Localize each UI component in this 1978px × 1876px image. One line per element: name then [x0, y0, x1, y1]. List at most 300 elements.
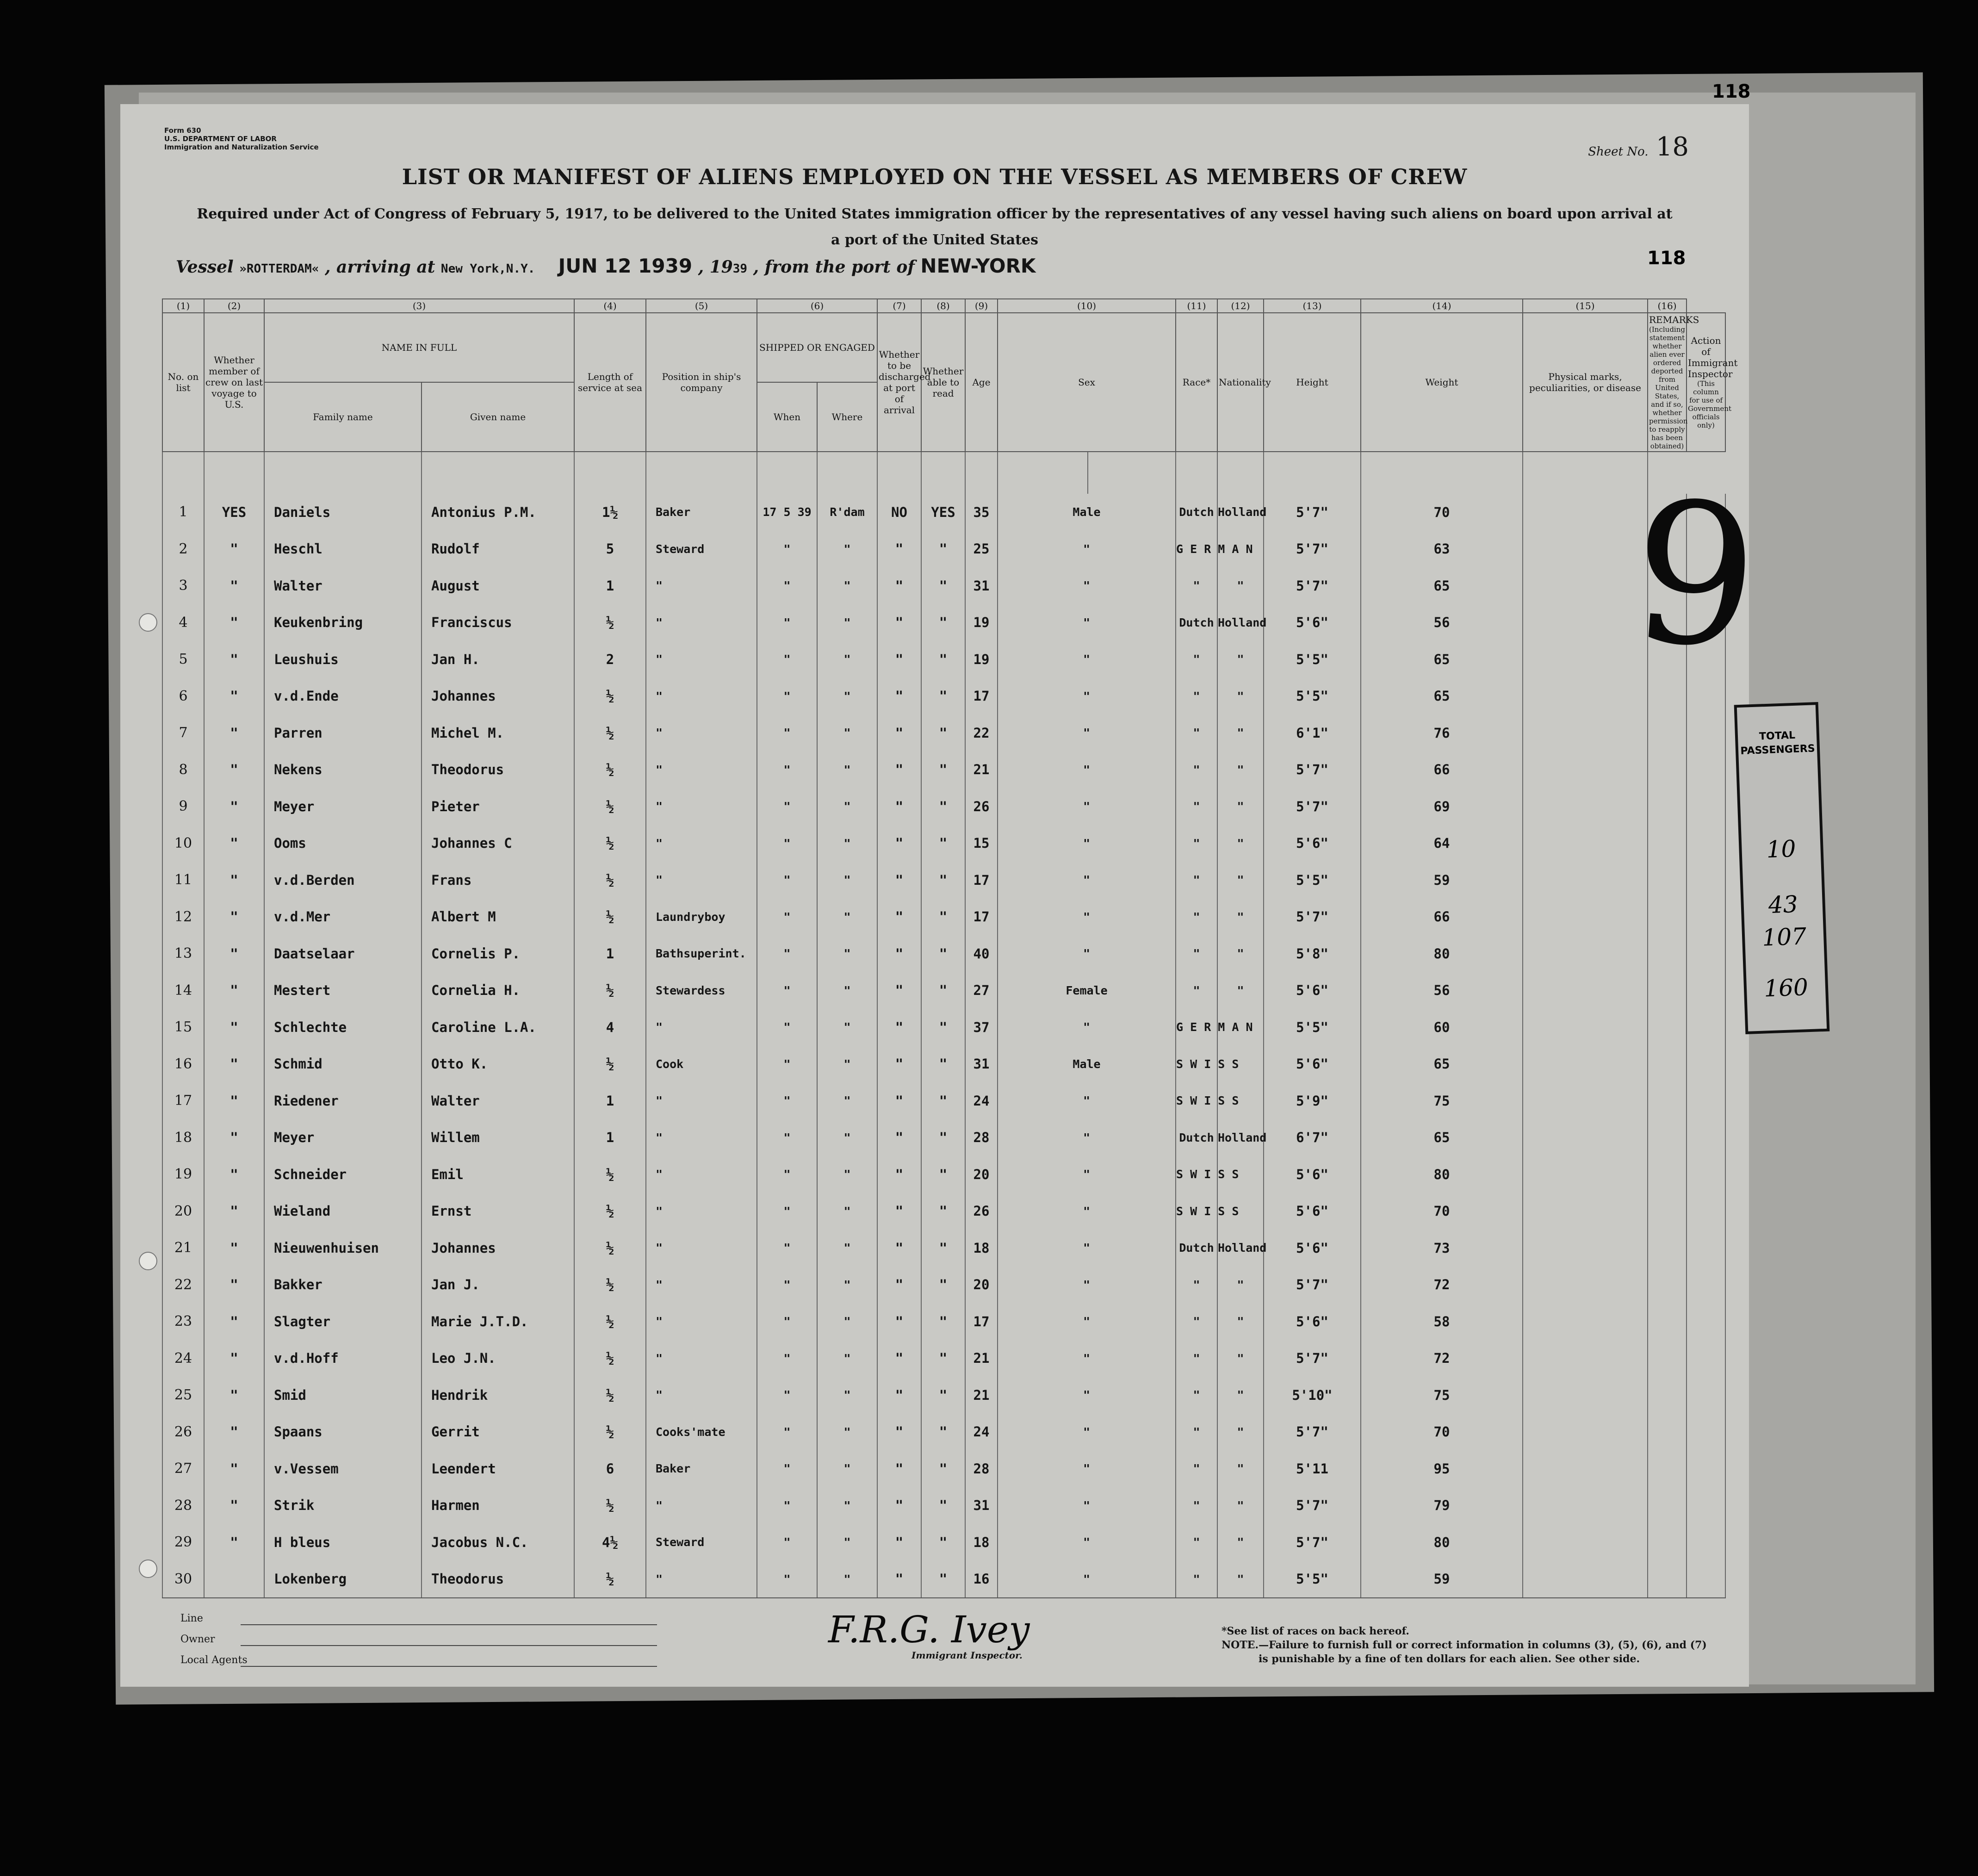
height-cell: 5'6" — [1264, 972, 1361, 1009]
member-cell: " — [204, 641, 264, 678]
height-cell: 5'5" — [1264, 678, 1361, 715]
member-cell: " — [204, 604, 264, 641]
race-cell: " — [1176, 788, 1217, 825]
given-name-cell: August — [422, 567, 574, 604]
row-number: 25 — [162, 1377, 204, 1414]
weight-cell: 80 — [1361, 935, 1523, 972]
length-cell: ½ — [574, 1046, 646, 1083]
member-cell: " — [204, 567, 264, 604]
physical-cell — [1523, 1009, 1648, 1046]
sex-cell: " — [998, 1561, 1176, 1598]
physical-cell — [1523, 714, 1648, 752]
nationality-cell: Holland — [1217, 604, 1264, 641]
length-cell: ½ — [574, 1267, 646, 1304]
discharged-cell: " — [877, 1377, 921, 1414]
when-cell: 17 5 39 — [757, 494, 817, 531]
remarks-cell — [1648, 899, 1687, 936]
when-cell: " — [757, 604, 817, 641]
col-num: (11) — [1176, 299, 1217, 313]
nationality-cell: " — [1217, 714, 1264, 752]
age-cell: 16 — [965, 1561, 998, 1598]
physical-cell — [1523, 1046, 1648, 1083]
remarks-cell — [1648, 1561, 1687, 1598]
from-port: NEW-YORK — [920, 255, 1036, 277]
weight-cell: 64 — [1361, 825, 1523, 862]
read-cell: " — [921, 1303, 965, 1340]
action-cell — [1687, 1009, 1725, 1046]
member-cell: " — [204, 1193, 264, 1230]
tally-value: 10 — [1766, 835, 1797, 863]
row-number: 6 — [162, 678, 204, 715]
race-cell: " — [1176, 862, 1217, 899]
age-cell: 26 — [965, 788, 998, 825]
discharged-cell: " — [877, 714, 921, 752]
row-number: 27 — [162, 1450, 204, 1487]
age-cell: 17 — [965, 899, 998, 936]
discharged-cell: " — [877, 935, 921, 972]
race-cell: " — [1176, 1524, 1217, 1561]
age-cell: 22 — [965, 714, 998, 752]
length-cell: ½ — [574, 1303, 646, 1340]
header-remarks-title: REMARKS — [1649, 314, 1699, 325]
sex-cell: " — [998, 1193, 1176, 1230]
action-cell — [1687, 1267, 1725, 1304]
form-number: Form 630 — [164, 126, 201, 135]
length-cell: ½ — [574, 714, 646, 752]
when-cell: " — [757, 567, 817, 604]
given-name-cell: Walter — [422, 1082, 574, 1119]
remarks-cell — [1648, 862, 1687, 899]
family-name-cell: Parren — [264, 714, 422, 752]
weight-cell: 73 — [1361, 1230, 1523, 1267]
nationality-cell: " — [1217, 1487, 1264, 1524]
family-name-cell: Smid — [264, 1377, 422, 1414]
physical-cell — [1523, 494, 1648, 531]
form-info — [164, 126, 319, 151]
action-cell — [1687, 1082, 1725, 1119]
discharged-cell: " — [877, 788, 921, 825]
table-row — [162, 1524, 1725, 1561]
sex-cell: Male — [998, 494, 1176, 531]
age-cell: 19 — [965, 641, 998, 678]
read-cell: " — [921, 604, 965, 641]
age-cell: 20 — [965, 1156, 998, 1193]
action-cell — [1687, 1561, 1725, 1598]
when-cell: " — [757, 1487, 817, 1524]
where-cell: " — [817, 1009, 877, 1046]
note-races: *See list of races on back hereof. — [1222, 1625, 1409, 1637]
height-cell: 5'7" — [1264, 1524, 1361, 1561]
manifest-sheet — [120, 104, 1749, 1687]
sex-cell: " — [998, 1119, 1176, 1156]
where-cell: " — [817, 1082, 877, 1119]
discharged-cell: " — [877, 1303, 921, 1340]
table-row — [162, 1082, 1725, 1119]
read-cell: " — [921, 1450, 965, 1487]
member-cell: " — [204, 678, 264, 715]
col-num: (2) — [204, 299, 264, 313]
when-cell: " — [757, 1156, 817, 1193]
position-cell: " — [646, 678, 757, 715]
read-cell: " — [921, 1009, 965, 1046]
header-weight: Weight — [1361, 313, 1523, 452]
when-cell: " — [757, 1340, 817, 1377]
weight-cell: 70 — [1361, 1414, 1523, 1451]
header-able-read: Whether able to read — [921, 313, 965, 452]
when-cell: " — [757, 1082, 817, 1119]
family-name-cell: Ooms — [264, 825, 422, 862]
length-cell: ½ — [574, 1561, 646, 1598]
remarks-cell — [1648, 1046, 1687, 1083]
position-cell: " — [646, 604, 757, 641]
discharged-cell: " — [877, 1340, 921, 1377]
race-cell: Dutch — [1176, 494, 1217, 531]
family-name-cell: Keukenbring — [264, 604, 422, 641]
header-action-sub: (This column for use of Government officials only) — [1688, 379, 1731, 429]
punch-hole — [139, 1559, 157, 1578]
read-cell: " — [921, 1046, 965, 1083]
action-cell — [1687, 714, 1725, 752]
tally-value: 160 — [1763, 974, 1809, 1002]
read-cell: " — [921, 1230, 965, 1267]
read-cell: " — [921, 752, 965, 789]
sex-cell: " — [998, 935, 1176, 972]
race-cell: " — [1176, 641, 1217, 678]
age-cell: 21 — [965, 1340, 998, 1377]
header-row-1 — [162, 313, 1725, 382]
vessel-label: Vessel — [176, 257, 234, 277]
member-cell: " — [204, 1377, 264, 1414]
race-cell: Dutch — [1176, 604, 1217, 641]
sex-cell: " — [998, 531, 1176, 568]
height-cell: 5'6" — [1264, 825, 1361, 862]
where-cell: " — [817, 1340, 877, 1377]
position-cell: " — [646, 1230, 757, 1267]
page-number-lower: 118 — [1647, 248, 1686, 269]
row-number: 26 — [162, 1414, 204, 1451]
position-cell: Steward — [646, 531, 757, 568]
where-cell: " — [817, 1561, 877, 1598]
discharged-cell: " — [877, 752, 921, 789]
footer-line-rule — [241, 1624, 657, 1625]
family-name-cell: Mestert — [264, 972, 422, 1009]
weight-cell: 70 — [1361, 494, 1523, 531]
family-name-cell: Schneider — [264, 1156, 422, 1193]
race-cell: " — [1176, 1450, 1217, 1487]
remarks-cell — [1648, 1450, 1687, 1487]
given-name-cell: Jan H. — [422, 641, 574, 678]
physical-cell — [1523, 531, 1648, 568]
height-cell: 5'6" — [1264, 1303, 1361, 1340]
member-cell: " — [204, 935, 264, 972]
given-name-cell: Michel M. — [422, 714, 574, 752]
row-number: 2 — [162, 531, 204, 568]
height-cell: 5'6" — [1264, 1156, 1361, 1193]
length-cell: 1 — [574, 935, 646, 972]
height-cell: 5'10" — [1264, 1377, 1361, 1414]
action-cell — [1687, 1450, 1725, 1487]
physical-cell — [1523, 1230, 1648, 1267]
position-cell: Stewardess — [646, 972, 757, 1009]
header-when: When — [757, 382, 817, 452]
given-name-cell: Albert M — [422, 899, 574, 936]
read-cell: " — [921, 1487, 965, 1524]
action-cell — [1687, 788, 1725, 825]
physical-cell — [1523, 1561, 1648, 1598]
sex-cell: " — [998, 641, 1176, 678]
read-cell: " — [921, 1193, 965, 1230]
header-action-title: Action of Immigrant Inspector — [1688, 335, 1738, 379]
height-cell: 5'5" — [1264, 1561, 1361, 1598]
footer-note — [1222, 1624, 1707, 1666]
family-name-cell: Spaans — [264, 1414, 422, 1451]
age-cell: 18 — [965, 1524, 998, 1561]
length-cell: 6 — [574, 1450, 646, 1487]
length-cell: ½ — [574, 862, 646, 899]
given-name-cell: Theodorus — [422, 752, 574, 789]
discharged-cell: " — [877, 1230, 921, 1267]
table-row — [162, 1377, 1725, 1414]
header-physical: Physical marks, peculiarities, or disease — [1523, 313, 1648, 452]
length-cell: ½ — [574, 788, 646, 825]
header-family-name: Family name — [264, 382, 422, 452]
passenger-tally-box — [1734, 702, 1830, 1034]
position-cell: " — [646, 1009, 757, 1046]
read-cell: " — [921, 1561, 965, 1598]
row-number: 12 — [162, 899, 204, 936]
when-cell: " — [757, 1524, 817, 1561]
page-title: LIST OR MANIFEST OF ALIENS EMPLOYED ON THE VESSEL AS MEMBERS OF CREW — [402, 164, 1468, 189]
family-name-cell: v.Vessem — [264, 1450, 422, 1487]
nationality-cell: " — [1217, 1450, 1264, 1487]
col-num: (15) — [1523, 299, 1648, 313]
footer-agents-label: Local Agents — [180, 1654, 248, 1666]
given-name-cell: Johannes — [422, 1230, 574, 1267]
discharged-cell: " — [877, 1267, 921, 1304]
weight-cell: 80 — [1361, 1156, 1523, 1193]
col-num: (14) — [1361, 299, 1523, 313]
discharged-cell: " — [877, 972, 921, 1009]
where-cell: " — [817, 531, 877, 568]
length-cell: ½ — [574, 1487, 646, 1524]
discharged-cell: " — [877, 678, 921, 715]
sex-cell: " — [998, 825, 1176, 862]
table-row — [162, 752, 1725, 789]
read-cell: " — [921, 1377, 965, 1414]
when-cell: " — [757, 899, 817, 936]
sex-cell: " — [998, 862, 1176, 899]
table-row — [162, 1340, 1725, 1377]
race-cell: " — [1176, 1377, 1217, 1414]
family-name-cell: Schmid — [264, 1046, 422, 1083]
sex-cell: " — [998, 899, 1176, 936]
table-row — [162, 1561, 1725, 1598]
read-cell: " — [921, 678, 965, 715]
crew-table — [162, 298, 1738, 1598]
year-value: 39 — [732, 262, 748, 276]
header-age: Age — [965, 313, 998, 452]
weight-cell: 59 — [1361, 862, 1523, 899]
nationality-cell: " — [1217, 567, 1264, 604]
member-cell: " — [204, 1119, 264, 1156]
read-cell: " — [921, 1267, 965, 1304]
discharged-cell: " — [877, 1561, 921, 1598]
row-number: 21 — [162, 1230, 204, 1267]
when-cell: " — [757, 862, 817, 899]
discharged-cell: " — [877, 1156, 921, 1193]
age-cell: 20 — [965, 1267, 998, 1304]
length-cell: 1 — [574, 1082, 646, 1119]
length-cell: ½ — [574, 899, 646, 936]
length-cell: ½ — [574, 1377, 646, 1414]
family-name-cell: Daniels — [264, 494, 422, 531]
race-cell: " — [1176, 752, 1217, 789]
nationality-cell: " — [1217, 1524, 1264, 1561]
table-row — [162, 1193, 1725, 1230]
remarks-cell — [1648, 1082, 1687, 1119]
action-cell — [1687, 1414, 1725, 1451]
row-number: 22 — [162, 1267, 204, 1304]
nationality-cell: " — [1217, 899, 1264, 936]
table-row — [162, 678, 1725, 715]
action-cell — [1687, 935, 1725, 972]
given-name-cell: Johannes C — [422, 825, 574, 862]
length-cell: 5 — [574, 531, 646, 568]
member-cell: " — [204, 1450, 264, 1487]
height-cell: 5'7" — [1264, 494, 1361, 531]
col-num: (3) — [264, 299, 574, 313]
header-where: Where — [817, 382, 877, 452]
remarks-cell — [1648, 788, 1687, 825]
physical-cell — [1523, 899, 1648, 936]
sex-cell: Female — [998, 972, 1176, 1009]
when-cell: " — [757, 1450, 817, 1487]
header-height: Height — [1264, 313, 1361, 452]
length-cell: ½ — [574, 972, 646, 1009]
table-row — [162, 641, 1725, 678]
length-cell: 1 — [574, 567, 646, 604]
position-cell: " — [646, 825, 757, 862]
position-cell: Bathsuperint. — [646, 935, 757, 972]
height-cell: 5'7" — [1264, 1414, 1361, 1451]
col-num: (10) — [998, 299, 1176, 313]
footer-owner-label: Owner — [180, 1634, 215, 1645]
member-cell: " — [204, 788, 264, 825]
family-name-cell: v.d.Berden — [264, 862, 422, 899]
age-cell: 17 — [965, 678, 998, 715]
discharged-cell: " — [877, 1119, 921, 1156]
race-cell: " — [1176, 1340, 1217, 1377]
height-cell: 5'7" — [1264, 899, 1361, 936]
given-name-cell: Marie J.T.D. — [422, 1303, 574, 1340]
position-cell: " — [646, 788, 757, 825]
position-cell: " — [646, 1119, 757, 1156]
header-race: Race* — [1176, 313, 1217, 452]
tally-header-line: TOTAL — [1759, 729, 1796, 743]
note-line-2: is punishable by a fine of ten dollars for each alien. See other side. — [1259, 1653, 1640, 1665]
age-cell: 37 — [965, 1009, 998, 1046]
position-cell: Steward — [646, 1524, 757, 1561]
sex-cell: " — [998, 1377, 1176, 1414]
action-cell — [1687, 1119, 1725, 1156]
family-name-cell: Heschl — [264, 531, 422, 568]
age-cell: 35 — [965, 494, 998, 531]
discharged-cell: NO — [877, 494, 921, 531]
weight-cell: 65 — [1361, 678, 1523, 715]
nationality-cell: " — [1217, 935, 1264, 972]
row-number: 7 — [162, 714, 204, 752]
sheet-label: Sheet No. — [1588, 145, 1649, 159]
row-number: 11 — [162, 862, 204, 899]
height-cell: 5'5" — [1264, 862, 1361, 899]
position-cell: " — [646, 1082, 757, 1119]
member-cell: " — [204, 1046, 264, 1083]
race-cell: " — [1176, 567, 1217, 604]
table-row — [162, 1230, 1725, 1267]
header-given-name: Given name — [422, 382, 574, 452]
table-row — [162, 899, 1725, 936]
member-cell: " — [204, 1082, 264, 1119]
read-cell: " — [921, 567, 965, 604]
where-cell: " — [817, 714, 877, 752]
height-cell: 5'7" — [1264, 531, 1361, 568]
length-cell: ½ — [574, 1156, 646, 1193]
where-cell: " — [817, 1414, 877, 1451]
remarks-cell — [1648, 935, 1687, 972]
row-number: 3 — [162, 567, 204, 604]
sex-cell: " — [998, 1303, 1176, 1340]
sex-cell: " — [998, 604, 1176, 641]
height-cell: 5'7" — [1264, 1487, 1361, 1524]
race-cell: " — [1176, 972, 1217, 1009]
when-cell: " — [757, 641, 817, 678]
nationality-cell: " — [1217, 752, 1264, 789]
table-row — [162, 1156, 1725, 1193]
table-row — [162, 862, 1725, 899]
given-name-cell: Hendrik — [422, 1377, 574, 1414]
inspector-label: Immigrant Inspector. — [911, 1650, 1023, 1661]
given-name-cell: Otto K. — [422, 1046, 574, 1083]
weight-cell: 60 — [1361, 1009, 1523, 1046]
length-cell: ½ — [574, 1230, 646, 1267]
height-cell: 6'1" — [1264, 714, 1361, 752]
row-number: 10 — [162, 825, 204, 862]
remarks-cell — [1648, 1340, 1687, 1377]
nationality-cell: " — [1217, 1303, 1264, 1340]
position-cell: Baker — [646, 1450, 757, 1487]
header-remarks-sub: (Including statement whether alien ever ordered deported from United States, and if so, whether permission to reapply has been obtained) — [1649, 325, 1688, 450]
position-cell: " — [646, 1303, 757, 1340]
length-cell: ½ — [574, 604, 646, 641]
member-cell: " — [204, 825, 264, 862]
given-name-cell: Willem — [422, 1119, 574, 1156]
physical-cell — [1523, 1414, 1648, 1451]
height-cell: 6'7" — [1264, 1119, 1361, 1156]
where-cell: " — [817, 899, 877, 936]
height-cell: 5'6" — [1264, 604, 1361, 641]
where-cell: " — [817, 1119, 877, 1156]
row-number: 4 — [162, 604, 204, 641]
header-nationality: Nationality — [1217, 313, 1264, 452]
header-shipped: SHIPPED OR ENGAGED — [757, 313, 877, 382]
sex-cell: " — [998, 1487, 1176, 1524]
given-name-cell: Emil — [422, 1156, 574, 1193]
given-name-cell: Gerrit — [422, 1414, 574, 1451]
row-number: 24 — [162, 1340, 204, 1377]
given-name-cell: Franciscus — [422, 604, 574, 641]
position-cell: " — [646, 641, 757, 678]
physical-cell — [1523, 972, 1648, 1009]
